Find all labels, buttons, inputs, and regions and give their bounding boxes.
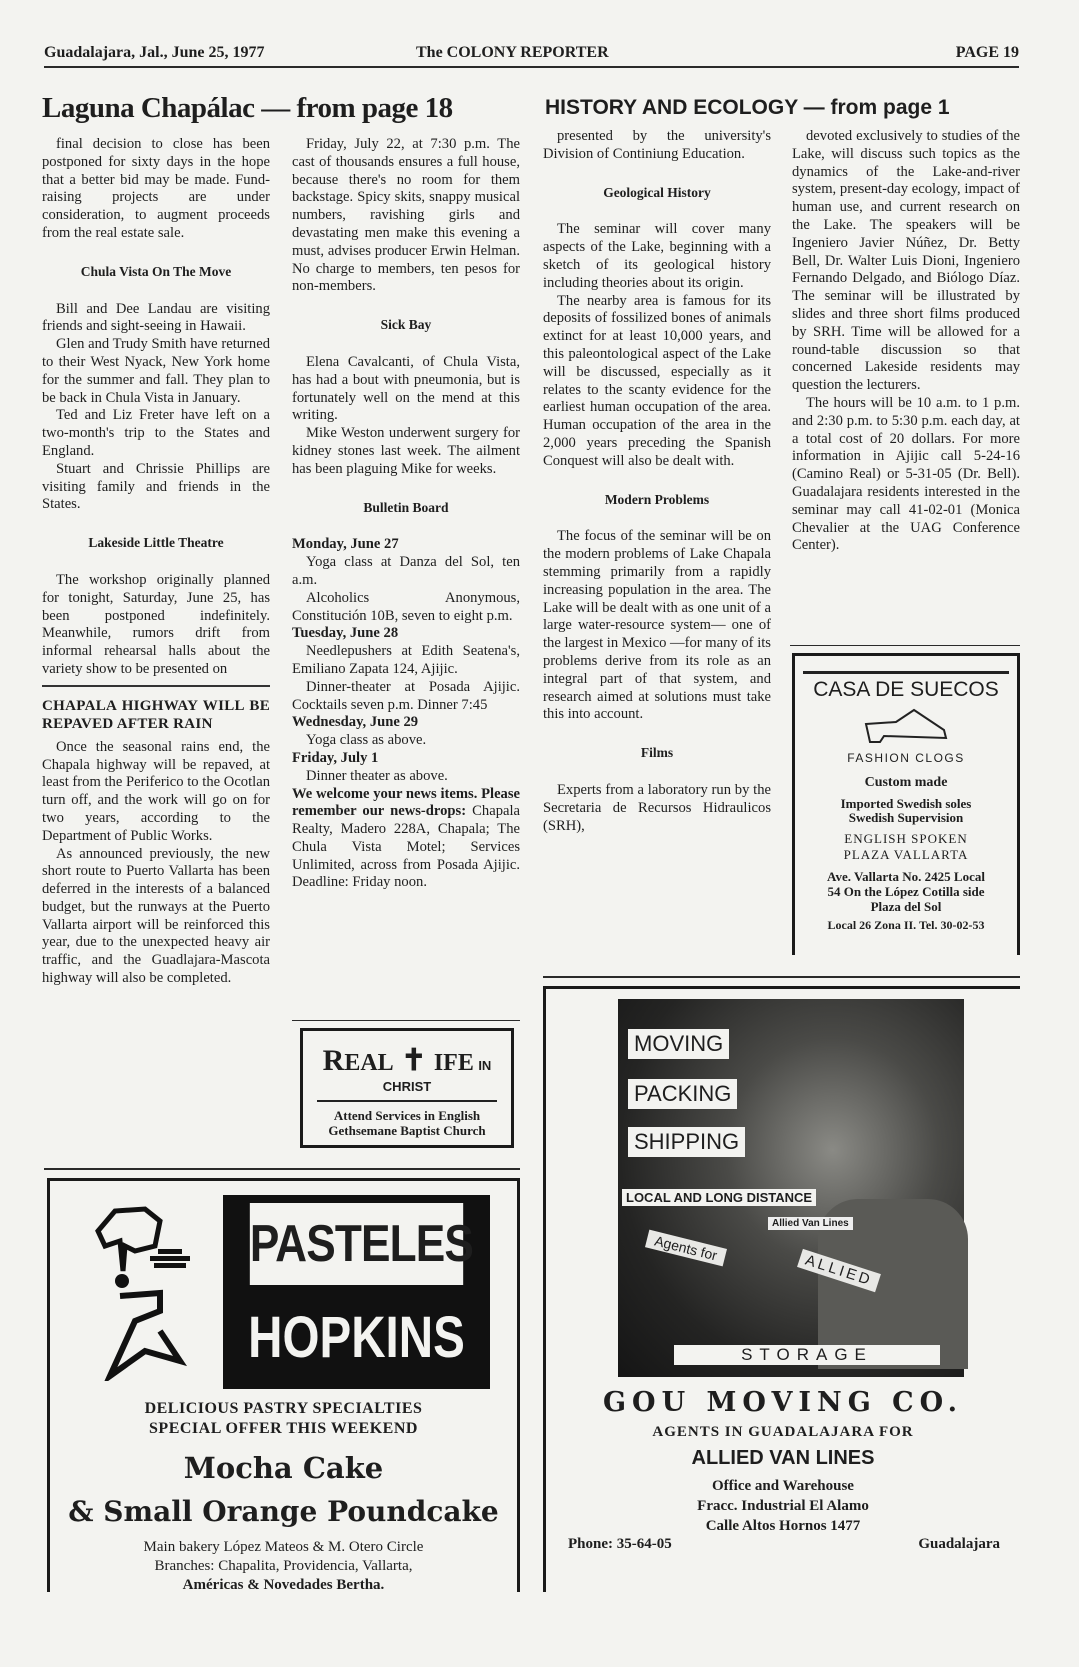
casa-line: Ave. Vallarta No. 2425 Local — [827, 869, 985, 884]
casa-line: Imported Swedish soles — [840, 796, 972, 811]
pasteles-word: PASTELES — [250, 1203, 463, 1285]
paragraph: Mike Weston underwent surgery for kidney stones last week. The ailment has been plaguing Mike for weeks. — [292, 425, 520, 477]
section-heading: Films — [640, 745, 674, 761]
moving-line: Fracc. Industrial El Alamo — [697, 1498, 869, 1514]
section-heading: Modern Problems — [604, 491, 710, 507]
paragraph: The seminar will cover many aspects of the Lake, beginning with a sketch of its geological history including theories about its origin. — [543, 221, 771, 291]
packing-label: PACKING — [628, 1079, 737, 1109]
section-rule — [543, 976, 1020, 978]
column-3 — [543, 128, 771, 835]
moving-line: Office and Warehouse — [712, 1478, 854, 1494]
casa-name: CASA DE SUECOS — [813, 678, 999, 701]
allied-sign: Allied Van Lines — [768, 1217, 853, 1230]
orange-poundcake: & Small Orange Poundcake — [68, 1495, 499, 1528]
section-heading: Chula Vista On The Move — [80, 263, 232, 279]
paragraph: Dinner theater as above. — [306, 767, 448, 784]
casa-line: Custom made — [864, 775, 948, 790]
paragraph: Bill and Dee Landau are visiting friends and sight-seeing in Hawaii. — [42, 300, 270, 335]
paragraph: Once the seasonal rains end, the Chapala highway will be repaved, at least from the Periferico to the Ocotlan turn off, and the work will go on for two years, according to the Department of Public Works. — [42, 738, 270, 844]
pasteles-branches: Branches: Chapalita, Providencia, Vallarta, — [154, 1558, 413, 1574]
news-drops-list: Chapala Realty, Madero 228A, Chapala; The Chula Vista Motel; Services Unlimited, across from Posada Ajijic. Deadline: Friday noon. — [292, 803, 520, 891]
casa-tagline: FASHION CLOGS — [847, 751, 965, 765]
moving-line: AGENTS IN GUADALAJARA FOR — [652, 1424, 914, 1440]
storage-label: STORAGE — [674, 1345, 940, 1365]
casa-line: Local 26 Zona II. Tel. 30-02-53 — [827, 918, 985, 932]
article-divider — [42, 685, 270, 687]
paragraph: As announced previously, the new short route to Puerto Vallarta has been deferred in the interests of a balanced budget, but the runways at the Puerto Vallarta airport will be reinforced this year, due to the unexpected heavy air traffic, and the Guadlajara-Mascota highway will also be completed. — [42, 845, 270, 987]
casa-line: ENGLISH SPOKEN — [844, 831, 968, 846]
paragraph: Experts from a laboratory run by the Secretaria de Recursos Hidraulicos (SRH), — [543, 781, 771, 834]
paragraph: The hours will be 10 a.m. to 1 p.m. and 2:30 p.m. to 5:30 p.m. each day, at a total cost of 20 dollars. For more information in Ajijic call 5-24-16 (Camino Real) or 5-31-05 (Dr. Bell). Guadalajara residents interested in the seminar may call 41-02-01 (Monica Chevalier at the UAG Conference Center). — [792, 394, 1020, 554]
paragraph: final decision to close has been postponed for sixty days in the hope that a better bid may be made. Fund-raising projects are under consideration, to augment proceeds from the real estate sale. — [42, 136, 270, 241]
section-heading: Bulletin Board — [363, 499, 449, 515]
header-rule — [44, 66, 1019, 68]
shipping-label: SHIPPING — [628, 1127, 745, 1157]
casa-de-suecos-ad — [792, 653, 1020, 955]
page-number: PAGE 19 — [955, 44, 1019, 61]
section-heading: Geological History — [603, 184, 711, 200]
article-headline: CHAPALA HIGHWAY WILL BE REPAVED AFTER RAIN — [42, 697, 270, 732]
paragraph: Friday, July 22, at 7:30 p.m. The cast of thousands ensures a full house, because there's no room for them backstage. Spicy skits, snappy musical numbers, ravishing girls and devastating men make this evening a must, advises producer Erwin Helman. No charge to members, ten pesos for non-members. — [292, 136, 520, 295]
moving-line: Calle Altos Hornos 1477 — [705, 1518, 861, 1534]
allied-truck-sign: ALLIED — [797, 1249, 881, 1292]
bulletin-date: Wednesday, June 29 — [292, 714, 419, 731]
right-article-title: HISTORY AND ECOLOGY — from page 1 — [545, 96, 950, 119]
moving-label: MOVING — [628, 1029, 729, 1059]
paragraph: The workshop originally planned for tonight, Saturday, June 25, has been postponed indefinitely. Meanwhile, rumors drift from informal rehearsal halls about the variety show to be presented on — [42, 571, 270, 677]
mocha-cake: Mocha Cake — [183, 1451, 384, 1485]
paragraph: Dinner-theater at Posada Ajijic. Cocktails seven p.m. Dinner 7:45 — [292, 678, 520, 713]
moving-phone: Phone: 35-64-05 — [568, 1536, 672, 1552]
allied-van-lines: ALLIED VAN LINES — [691, 1447, 875, 1469]
bulletin-date: Monday, June 27 — [292, 536, 399, 553]
column-2 — [292, 136, 520, 892]
column-1 — [42, 136, 270, 988]
real-life-logo: REAL ✝ IFE IN CHRIST — [322, 1044, 492, 1094]
paragraph: Glen and Trudy Smith have returned to their West Nyack, New York home for the summer and fall. They plan to be back in Chula Vista in January. — [42, 336, 270, 406]
paragraph: Needlepushers at Edith Seatena's, Emiliano Zapata 124, Ajijic. — [292, 643, 520, 677]
hopkins-word: HOPKINS — [248, 1305, 465, 1370]
pasteles-line: DELICIOUS PASTRY SPECIALTIES — [144, 1400, 423, 1417]
paragraph: Yoga class as above. — [306, 732, 427, 749]
pasteles-branches: Américas & Novedades Bertha. — [182, 1577, 385, 1593]
casa-line: Swedish Supervision — [848, 810, 964, 825]
paragraph: Yoga class at Danza del Sol, ten a.m. — [292, 554, 520, 588]
bulletin-date: Tuesday, June 28 — [292, 625, 399, 642]
paragraph: Elena Cavalcanti, of Chula Vista, has had a bout with pneumonia, but is fortunately well on the mend at this writing. — [292, 353, 520, 424]
pasteles-logo-block — [223, 1195, 490, 1389]
news-drops-note — [292, 786, 520, 893]
moving-city: Guadalajara — [918, 1536, 1000, 1552]
column-rule — [292, 1020, 520, 1021]
column-rule — [790, 645, 1020, 646]
dateline: Guadalajara, Jal., June 25, 1977 — [44, 44, 265, 61]
casa-line: Plaza del Sol — [870, 899, 942, 914]
newspaper-name: The COLONY REPORTER — [416, 44, 609, 61]
moving-ad-photo — [618, 999, 964, 1377]
casa-line: 54 On the López Cotilla side — [827, 884, 985, 899]
gou-moving-name: GOU MOVING CO. — [603, 1387, 963, 1418]
pasteles-hopkins-ad — [47, 1178, 520, 1592]
distance-label: LOCAL AND LONG DISTANCE — [622, 1189, 816, 1206]
paragraph: The nearby area is famous for its deposits of fossilized bones of animals extinct for at least 10,000 years, and this paleontological aspect of the Lake will be discussed, especially as it relates to the scanty evidence for the earliest human occupation of the area. Human occupation of the area in the 2,000 years preceding the Spanish Conquest will also be dealt with. — [543, 292, 771, 469]
real-life-services: Attend Services in English — [333, 1108, 481, 1123]
gou-moving-ad — [543, 986, 1020, 1592]
left-article-title: Laguna Chapálac — from page 18 — [42, 92, 453, 124]
pasteles-address: Main bakery López Mateos & M. Otero Circle — [143, 1539, 424, 1555]
agents-for-sign: Agents for — [645, 1230, 727, 1267]
section-heading: Sick Bay — [380, 317, 432, 333]
section-rule — [44, 1168, 520, 1170]
paragraph: devoted exclusively to studies of the Lake, will discuss such topics as the dynamics of the Lake-and-river system, present-day ecology, impact of human use, and current research on the Lake. The speakers will be Ingeniero Javier Núñez, Dr. Betty Bell, Dr. Walter Luis Dioni, Ingeniero Fernando Delgado, and Biólogo Díaz. The seminar will be illustrated by slides and three short films produced by SRH. Time will be allowed for a round-table discussion so that concerned Lakeside residents may question the lecturers. — [792, 128, 1020, 394]
clog-icon — [856, 706, 956, 746]
chef-illustration — [90, 1201, 200, 1381]
real-life-in-christ-ad — [300, 1028, 514, 1148]
paragraph: The focus of the seminar will be on the modern problems of Lake Chapala stemming primarily from a rapidly increasing population in the area. The Lake will be dealt with as one unit of a large water-resource system— one of the largest in Mexico —for many of its problems derive from its role as an integral part of that system, and research aimed at solutions must take this into account. — [543, 528, 771, 723]
column-4 — [792, 128, 1020, 555]
real-life-church: Gethsemane Baptist Church — [328, 1123, 486, 1138]
news-drops-lead: We welcome your news items. Please remember our news-drops: — [292, 785, 520, 820]
paragraph: presented by the university's Division of Continiung Education. — [543, 128, 771, 162]
paragraph: Stuart and Chrissie Phillips are visiting family and friends in the States. — [42, 460, 270, 513]
paragraph: Alcoholics Anonymous, Constitución 10B, seven to eight p.m. — [292, 589, 520, 624]
casa-line: PLAZA VALLARTA — [843, 847, 969, 862]
bulletin-date: Friday, July 1 — [292, 749, 379, 766]
section-heading: Lakeside Little Theatre — [88, 535, 224, 551]
pasteles-line: SPECIAL OFFER THIS WEEKEND — [149, 1420, 418, 1437]
paragraph: Ted and Liz Freter have left on a two-month's trip to the States and England. — [42, 407, 270, 459]
